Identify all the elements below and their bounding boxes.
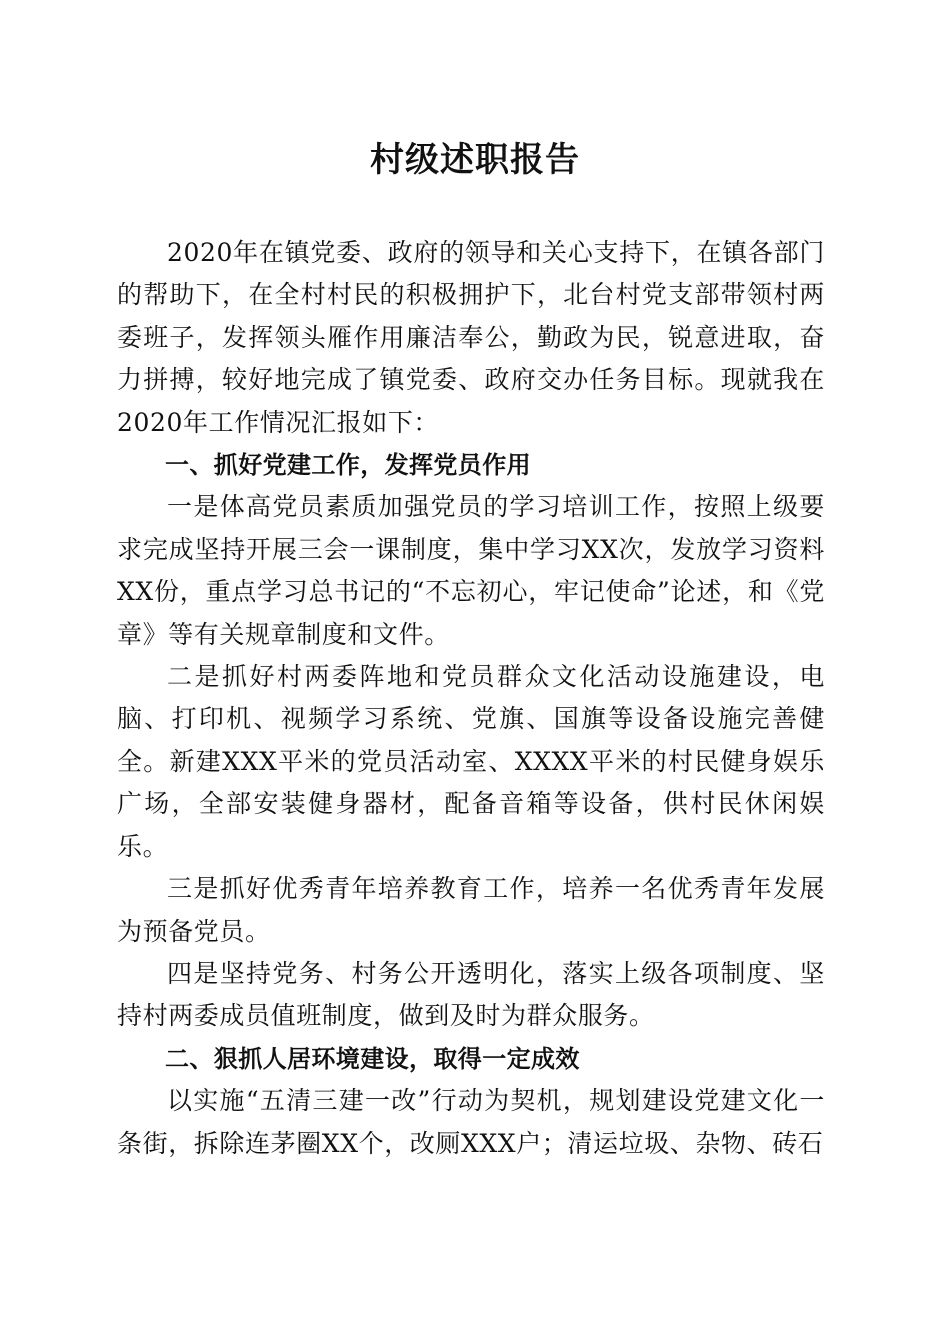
section-1-paragraph-4: 四是坚持党务、村务公开透明化，落实上级各项制度、坚持村两委成员值班制度，做到及时为群众服务。 xyxy=(117,958,825,1031)
section-1-heading: 一、抓好党建工作，发挥党员作用 xyxy=(165,451,531,480)
document-body xyxy=(117,232,825,1165)
section-1-paragraph-1: 一是体高党员素质加强党员的学习培训工作，按照上级要求完成坚持开展三会一课制度，集中学习XX次，发放学习资料XX份，重点学习总书记的“不忘初心，牢记使命”论述，和《党章》等有关规章制度和文件。 xyxy=(117,492,825,649)
document-title: 村级述职报告 xyxy=(370,140,580,180)
section-2-heading: 二、狠抓人居环境建设，取得一定成效 xyxy=(165,1044,580,1073)
intro-paragraph: 2020年在镇党委、政府的领导和关心支持下，在镇各部门的帮助下，在全村村民的积极拥护下，北台村党支部带领村两委班子，发挥领头雁作用廉洁奉公，勤政为民，锐意进取，奋力拼搏，较好地完成了镇党委、政府交办任务目标。现就我在2020年工作情况汇报如下： xyxy=(117,238,825,437)
section-1-paragraph-2: 二是抓好村两委阵地和党员群众文化活动设施建设，电脑、打印机、视频学习系统、党旗、国旗等设备设施完善健全。新建XXX平米的党员活动室、XXXX平米的村民健身娱乐广场，全部安装健身器材，配备音箱等设备，供村民休闲娱乐。 xyxy=(117,662,825,861)
section-1-paragraph-3: 三是抓好优秀青年培养教育工作，培养一名优秀青年发展为预备党员。 xyxy=(117,874,825,946)
section-2-paragraph-1: 以实施“五清三建一改”行动为契机，规划建设党建文化一条街，拆除连茅圈XX个，改厕XXX户；清运垃圾、杂物、砖石 xyxy=(117,1086,825,1158)
